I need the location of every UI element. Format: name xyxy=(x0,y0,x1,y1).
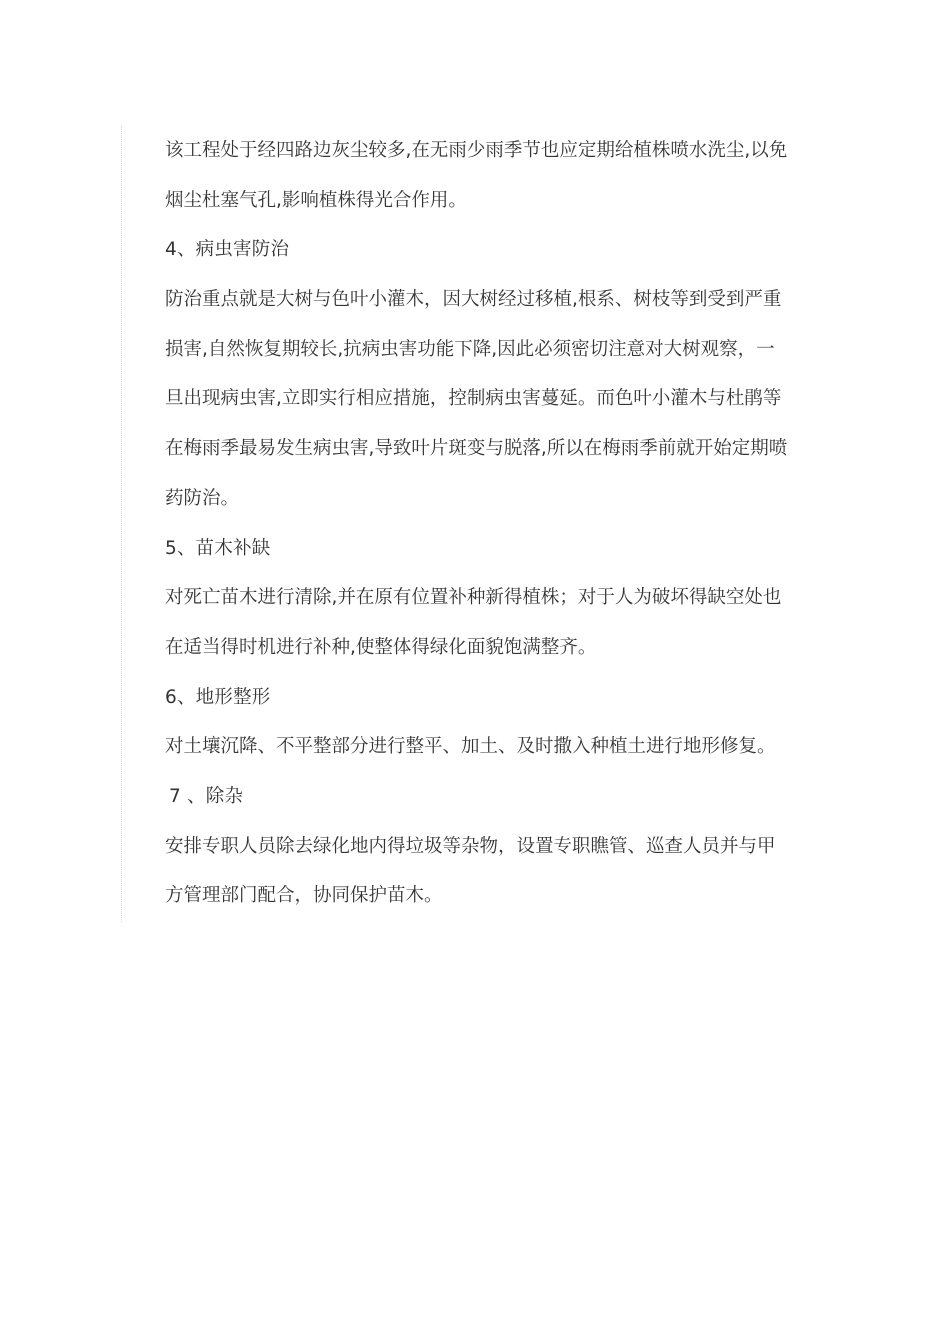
section-heading-pest-control: 4、病虫害防治 xyxy=(165,239,290,261)
paragraph-dust-washing xyxy=(165,126,815,225)
paragraph-pest-control xyxy=(165,275,815,523)
document-body xyxy=(165,126,815,921)
text-line: 对土壤沉降、不平整部分进行整平、加土、及时撒入种植土进行地形修复。 xyxy=(165,736,776,758)
paragraph-replanting xyxy=(165,573,815,672)
text-line: 损害,自然恢复期较长,抗病虫害功能下降,因此必须密切注意对大树观察，一 xyxy=(165,338,775,360)
paragraph-terrain-shaping xyxy=(165,722,815,772)
section-heading-debris-removal: 7 、除杂 xyxy=(169,785,244,807)
text-line: 药防治。 xyxy=(165,487,240,509)
text-line: 旦出现病虫害,立即实行相应措施，控制病虫害蔓延。而色叶小灌木与杜鹃等 xyxy=(165,388,782,410)
section-heading-replanting: 5、苗木补缺 xyxy=(165,537,271,559)
margin-guide-line xyxy=(121,125,122,922)
text-line: 该工程处于经四路边灰尘较多,在无雨少雨季节也应定期给植株喷水洗尘,以免 xyxy=(165,140,788,161)
section-heading-terrain-shaping: 6、地形整形 xyxy=(165,686,271,708)
text-line: 方管理部门配合，协同保护苗木。 xyxy=(165,885,443,907)
text-line: 在适当得时机进行补种,使整体得绿化面貌饱满整齐。 xyxy=(165,636,597,658)
text-line: 安排专职人员除去绿化地内得垃圾等杂物，设置专职瞧管、巡查人员并与甲 xyxy=(165,835,776,857)
text-line: 防治重点就是大树与色叶小灌木，因大树经过移植,根系、树枝等到受到严重 xyxy=(165,289,782,311)
text-line: 烟尘杜塞气孔,影响植株得光合作用。 xyxy=(165,189,467,211)
text-line: 对死亡苗木进行清除,并在原有位置补种新得植株；对于人为破坏得缺空处也 xyxy=(165,587,782,609)
paragraph-debris-removal xyxy=(165,822,815,921)
text-line: 在梅雨季最易发生病虫害,导致叶片斑变与脱落,所以在梅雨季前就开始定期喷 xyxy=(165,438,788,460)
